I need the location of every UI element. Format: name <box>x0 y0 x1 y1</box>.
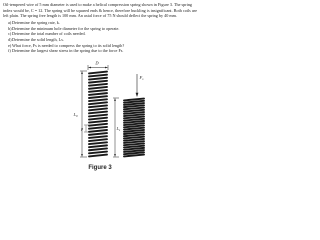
free-length-label <box>73 112 78 118</box>
spring-coil <box>124 130 144 132</box>
spring-coil <box>89 139 107 141</box>
spring-coil <box>124 114 144 116</box>
spring-coil <box>124 101 144 103</box>
spring-coil <box>89 142 107 144</box>
spring-coil <box>89 148 107 150</box>
spring-coil <box>89 96 107 98</box>
spring-coil <box>89 124 107 126</box>
spring-coil <box>124 141 144 143</box>
spring-coil <box>124 128 144 130</box>
spring-coil <box>124 137 144 139</box>
spring-coil <box>124 148 144 150</box>
spring-coil <box>89 90 107 92</box>
spring-coil <box>124 146 144 148</box>
spring-coil <box>89 81 107 83</box>
question-letter: a) <box>8 20 12 26</box>
spring-coil <box>89 99 107 101</box>
question-letter: c) <box>8 31 12 37</box>
spring-coil <box>124 155 144 157</box>
spring-coil <box>89 84 107 86</box>
problem-intro: Oil-tempered wire of 5 mm diameter is used to make a helical compression spring shown in Figure 3. The spring index would be, C = 12. The spring will be squared ends & hence, therefore buckling is insignificant. Both coils are left plain. The spring free length is 100 mm. An axial force of 75 N should deflect the spring by 40 mm. <box>3 2 197 19</box>
spring-coil <box>124 103 144 105</box>
solid-length-label <box>116 126 121 132</box>
question-text: Determine the total number of coils needed. <box>12 31 86 37</box>
force-label <box>139 75 145 81</box>
free-length-dimension <box>80 71 87 157</box>
pitch-dimension <box>84 125 89 132</box>
pitch-label: p <box>81 126 84 131</box>
question-letter: e) <box>8 42 12 48</box>
problem-statement <box>3 2 198 54</box>
force-symbol: F <box>139 75 143 80</box>
question-text: Determine the largest shear stress in the spring due to the force Fs. <box>12 48 124 54</box>
figure-caption: Figure 3 <box>88 165 112 171</box>
spring-coil <box>89 152 107 154</box>
spring-coil <box>89 93 107 95</box>
diameter-label: D <box>95 60 99 66</box>
solid-length-subscript: s <box>118 128 121 133</box>
force-arrow <box>136 74 139 97</box>
free-length-subscript: 0 <box>75 114 78 119</box>
question-list <box>3 20 198 54</box>
spring-coil <box>89 78 107 80</box>
spring-coil <box>89 155 107 157</box>
question-text: Determine the solid length, Ls. <box>12 36 64 42</box>
spring-coil <box>124 121 144 123</box>
spring-coil <box>124 99 144 101</box>
spring-coil <box>89 118 107 120</box>
spring-coil <box>124 143 144 145</box>
solid-length-symbol: L <box>116 126 119 131</box>
spring-coil <box>89 105 107 107</box>
spring-coil <box>124 108 144 110</box>
spring-coil <box>124 139 144 141</box>
spring-coil <box>89 121 107 123</box>
question-text: Determine the minimum hole diameter for the spring to operate. <box>12 25 120 31</box>
diameter-dimension <box>88 65 108 70</box>
spring-coil <box>124 123 144 125</box>
spring-coil <box>89 108 107 110</box>
spring-coil <box>89 112 107 114</box>
question-text: Determine the spring rate, k. <box>12 20 60 26</box>
spring-coil <box>89 130 107 132</box>
free-spring-drawing <box>89 72 107 157</box>
question-item <box>8 48 198 54</box>
spring-coil <box>124 119 144 121</box>
question-text: What force, Fs is needed to compress the spring to its solid length? <box>12 42 125 48</box>
spring-coil <box>124 105 144 107</box>
spring-coil <box>89 75 107 77</box>
spring-coil <box>89 102 107 104</box>
spring-coil <box>124 125 144 127</box>
question-letter: f) <box>8 48 11 54</box>
solid-length-dimension <box>113 98 119 157</box>
spring-coil <box>89 72 107 74</box>
spring-coil <box>89 115 107 117</box>
spring-coil <box>124 112 144 114</box>
spring-coil <box>89 127 107 129</box>
spring-coil <box>124 150 144 152</box>
spring-coil <box>124 152 144 154</box>
force-subscript: s <box>142 77 144 82</box>
spring-coil <box>89 136 107 138</box>
spring-coil <box>124 110 144 112</box>
question-letter: d) <box>8 36 12 42</box>
spring-coil <box>89 87 107 89</box>
spring-coil <box>124 117 144 119</box>
spring-coil <box>89 145 107 147</box>
spring-coil <box>124 134 144 136</box>
free-length-symbol: L <box>73 112 76 117</box>
question-letter: b) <box>8 25 12 31</box>
spring-coil <box>89 133 107 135</box>
compressed-spring-drawing <box>124 99 144 157</box>
spring-coil <box>124 132 144 134</box>
